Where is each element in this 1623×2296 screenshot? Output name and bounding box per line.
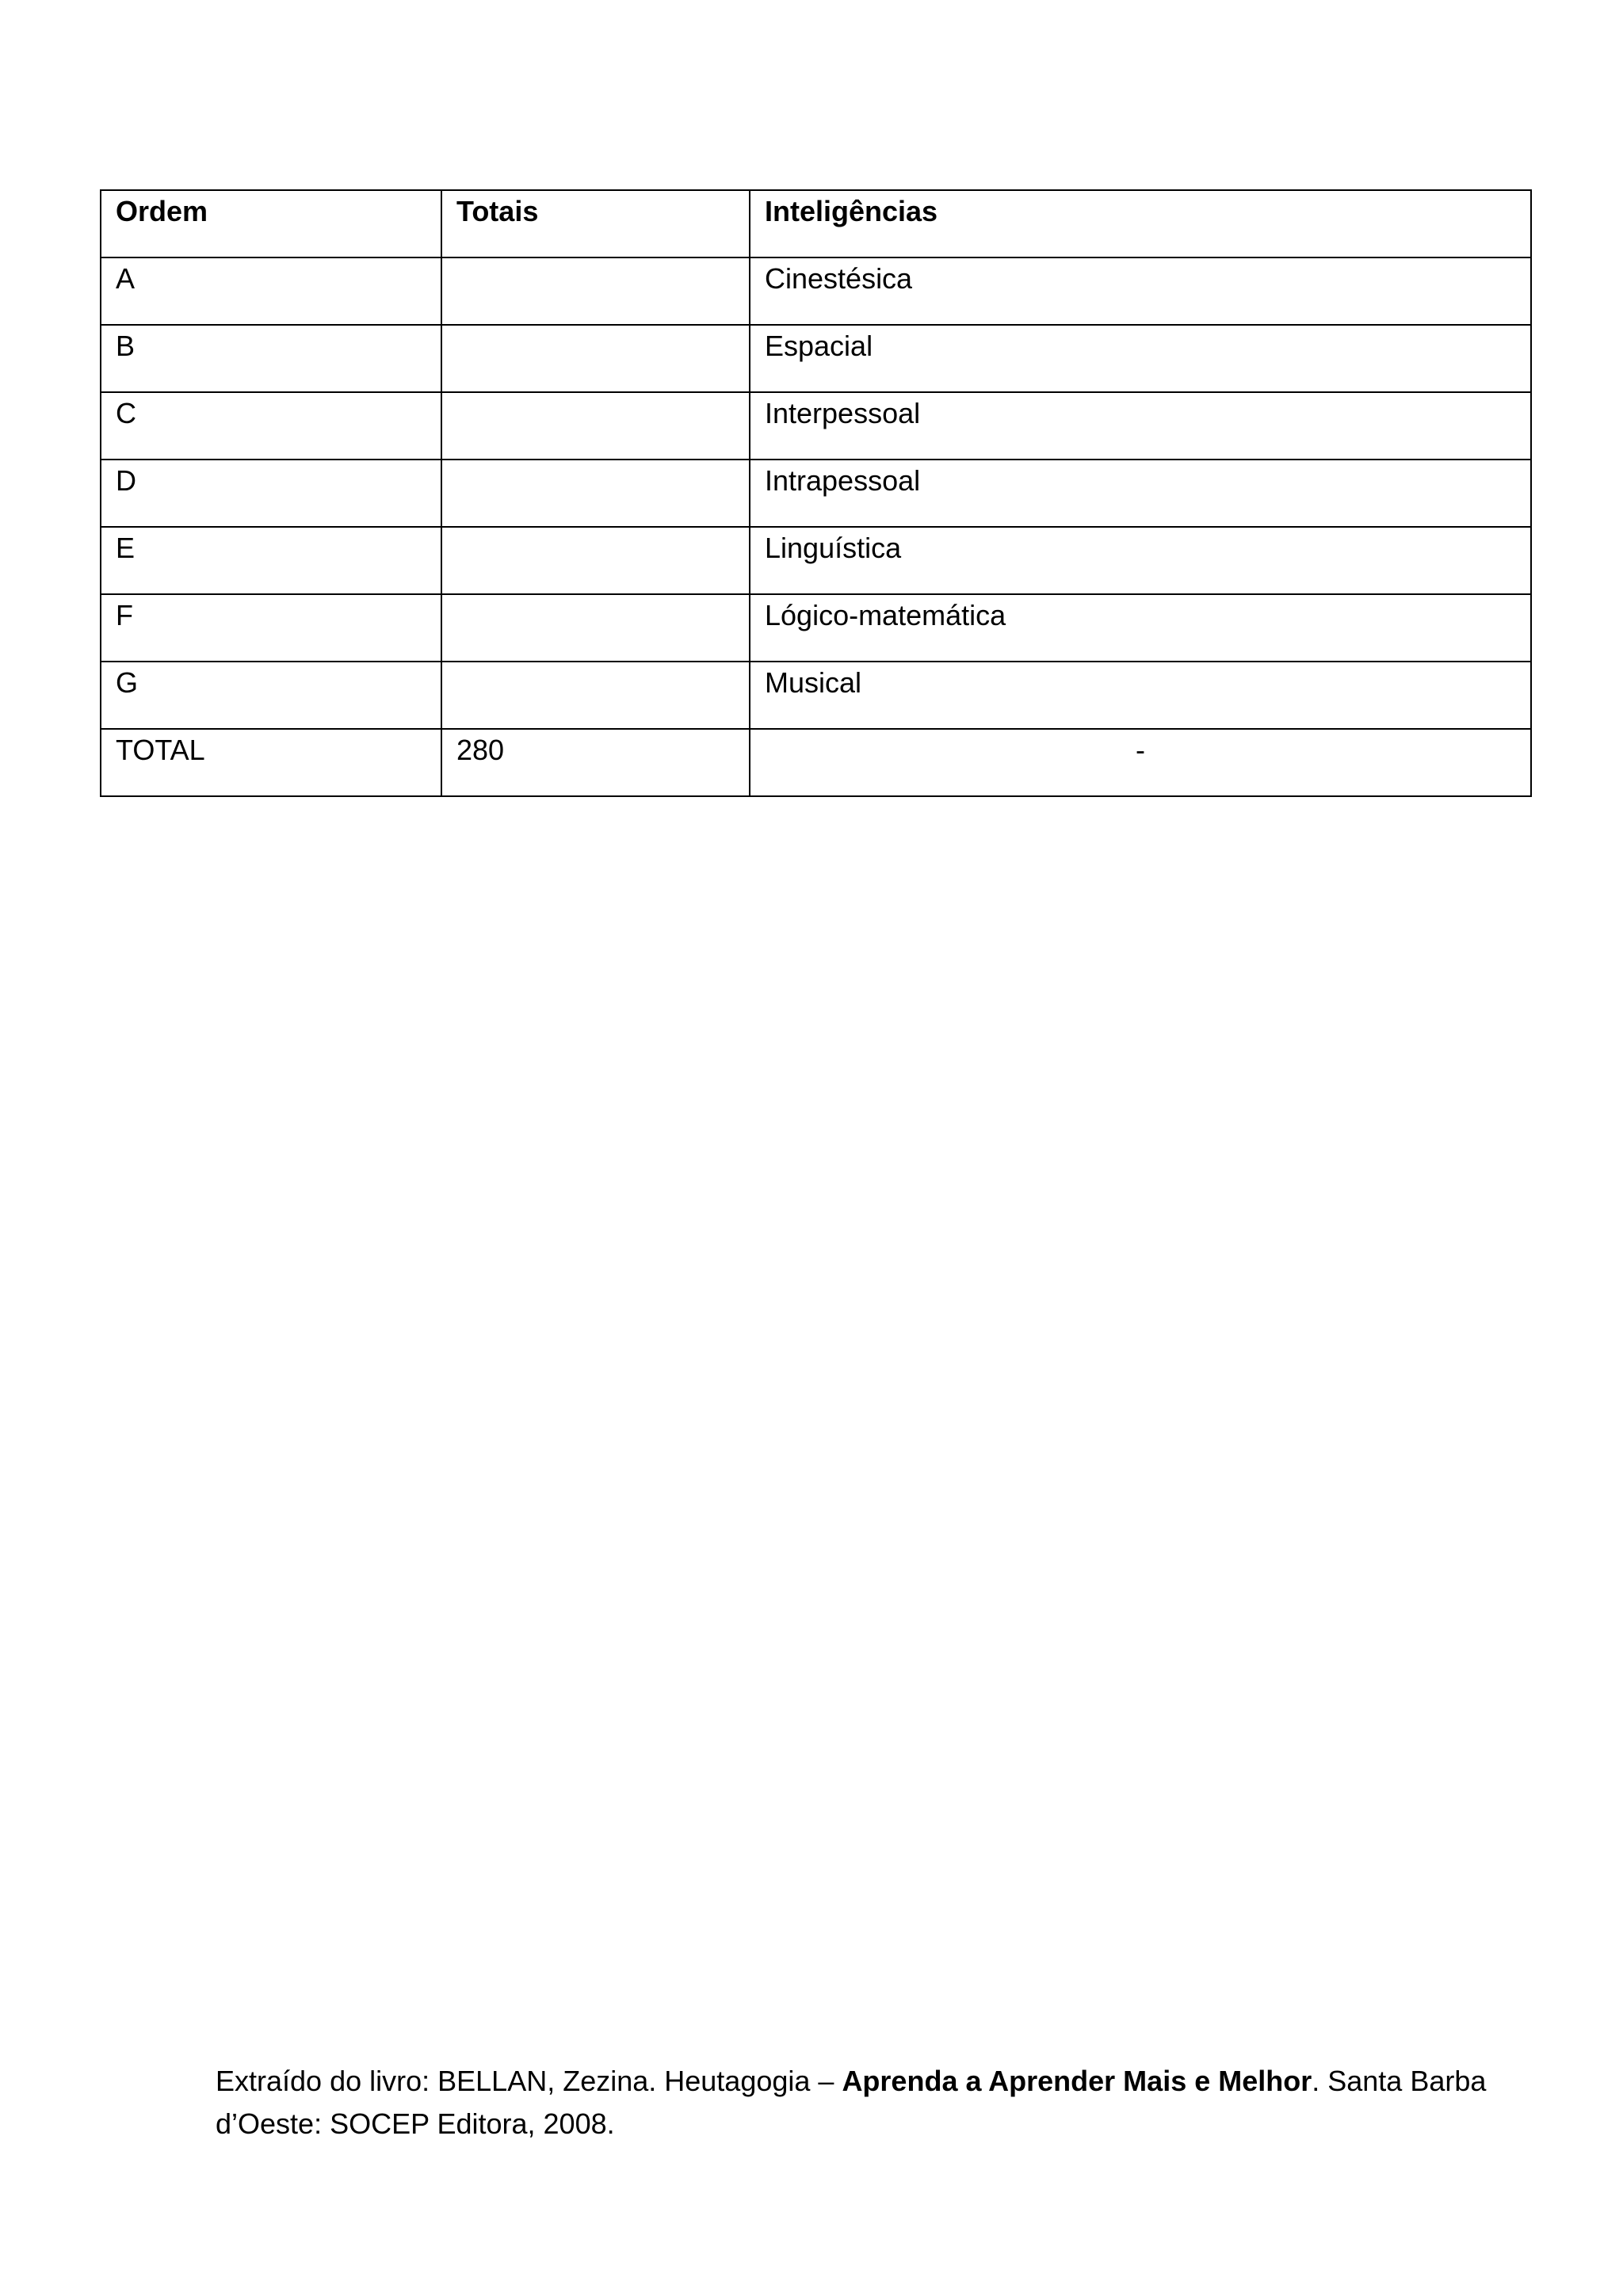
inteligencia-cell: Espacial	[750, 325, 1531, 392]
totais-cell	[441, 257, 750, 325]
table-row	[101, 460, 1531, 527]
table-header-row	[101, 190, 1531, 257]
intelligences-table	[100, 189, 1532, 797]
table-row	[101, 392, 1531, 460]
ordem-cell: E	[101, 527, 441, 594]
table-row	[101, 594, 1531, 662]
totais-cell	[441, 460, 750, 527]
inteligencia-cell: Linguística	[750, 527, 1531, 594]
source-citation	[216, 2060, 1515, 2145]
citation-suffix: . Santa Barba	[1312, 2065, 1487, 2097]
citation-prefix: Extraído do livro: BELLAN, Zezina. Heutagogia –	[216, 2065, 842, 2097]
citation-line-2: d’Oeste: SOCEP Editora, 2008.	[216, 2107, 615, 2140]
citation-book-title: Aprenda a Aprender Mais e Melhor	[842, 2065, 1312, 2097]
ordem-cell: G	[101, 662, 441, 729]
ordem-cell: TOTAL	[101, 729, 441, 796]
totais-cell	[441, 325, 750, 392]
table-row	[101, 662, 1531, 729]
table-row	[101, 527, 1531, 594]
ordem-cell: A	[101, 257, 441, 325]
table-row	[101, 257, 1531, 325]
totais-cell	[441, 662, 750, 729]
ordem-cell: B	[101, 325, 441, 392]
column-header-inteligencias: Inteligências	[750, 190, 1531, 257]
ordem-cell: F	[101, 594, 441, 662]
totais-cell	[441, 594, 750, 662]
ordem-cell: C	[101, 392, 441, 460]
table-total-row	[101, 729, 1531, 796]
inteligencia-cell: Cinestésica	[750, 257, 1531, 325]
table-row	[101, 325, 1531, 392]
totais-cell	[441, 392, 750, 460]
inteligencia-cell: -	[750, 729, 1531, 796]
ordem-cell: D	[101, 460, 441, 527]
column-header-ordem: Ordem	[101, 190, 441, 257]
inteligencia-cell: Interpessoal	[750, 392, 1531, 460]
column-header-totais: Totais	[441, 190, 750, 257]
totais-cell	[441, 527, 750, 594]
inteligencia-cell: Intrapessoal	[750, 460, 1531, 527]
inteligencia-cell: Musical	[750, 662, 1531, 729]
totais-cell: 280	[441, 729, 750, 796]
inteligencia-cell: Lógico-matemática	[750, 594, 1531, 662]
